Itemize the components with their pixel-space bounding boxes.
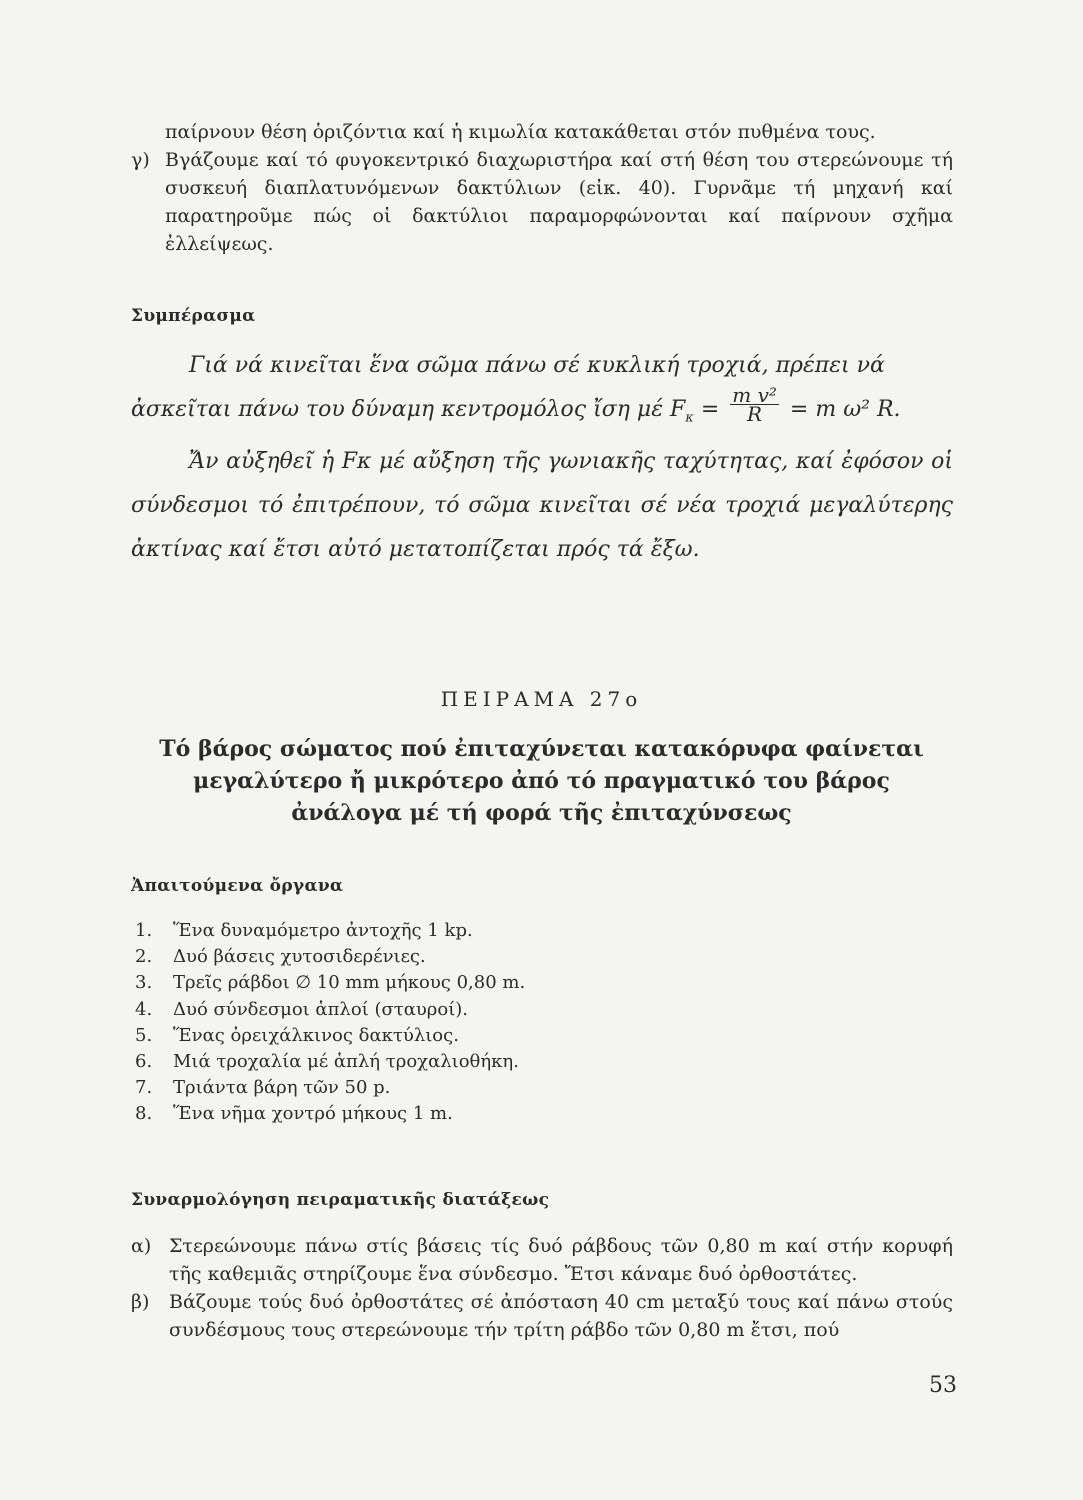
step-b [131,1288,953,1344]
conclusion-line-2 [131,382,953,440]
list-item: 4. Δυό σύνδεσμοι ἁπλοί (σταυροί). [135,998,469,1020]
page-number: 53 [929,1373,957,1398]
fraction-numerator: m v² [732,382,777,407]
item-gamma-text: Βγάζουμε καί τό φυγοκεντρικό διαχωριστήρα καί στή θέση του στερεώνουμε τή συσκευή διαπλατυνόμενων δακτύλιων (εἰκ. 40). Γυρνᾶμε τή μηχανή καί παρατηροῦμε πώς οἱ δακτύλιοι παραμορφώνονται καί παίρνουν σχῆμα ἐλλείψεως. [165,149,953,255]
list-item: 2. Δυό βάσεις χυτοσιδερένιες. [135,946,426,968]
step-a-text: Στερεώνουμε πάνω στίς βάσεις τίς δυό ράβδους τῶν 0,80 m καί στήν κορυφή τῆς καθεμιᾶς στηρίζουμε ἕνα σύνδεσμο. Ἔτσι κάναμε δυό ὀρθοστάτες. [169,1235,953,1285]
force-symbol: F [670,397,686,422]
subtitle-line-3: ἀνάλογα μέ τή φορά τῆς ἐπιταχύνσεως [291,800,792,826]
assembly-heading: Συναρμολόγηση πειραματικῆς διατάξεως [131,1190,550,1210]
list-item: 6. Μιά τροχαλία μέ ἁπλή τροχαλιοθήκη. [135,1051,519,1073]
conclusion-line-1: Γιά νά κινεῖται ἕνα σῶμα πάνω σέ κυκλική τροχιά, πρέπει νά [189,353,885,378]
list-item: 7. Τριάντα βάρη τῶν 50 p. [135,1077,391,1099]
list-item: 1. Ἕνα δυναμόμετρο ἀντοχῆς 1 kp. [135,920,473,941]
experiment-title: ΠΕΙΡΑΜΑ 27ο [440,687,643,711]
equipment-heading: Ἀπαιτούμενα ὄργανα [131,876,344,896]
intro-text [131,118,953,258]
item-gamma-label: γ) [131,149,150,171]
conclusion-paragraph-2: Ἄν αὐξηθεῖ ἡ Fκ μέ αὔξηση τῆς γωνιακῆς ταχύτητας, καί ἐφόσον οἱ σύνδεσμοι τό ἐπιτρέπουν, τό σῶμα κινεῖται σέ νέα τροχιά μεγαλύτερης ἀκτίνας καί ἔτσι αὐτό μετατοπίζεται πρός τά ἔξω. [131,449,953,563]
equals-sign: = [700,397,720,422]
step-a [131,1232,953,1288]
conclusion-body [131,344,953,572]
step-b-text: Βάζουμε τούς δυό ὀρθοστάτες σέ ἀπόσταση 40 cm μεταξύ τους καί πάνω στούς συνδέσμους τους στερεώνουμε τήν τρίτη ράβδο τῶν 0,80 m ἔτσι, πού [169,1291,953,1341]
list-item: 8. Ἕνα νῆμα χοντρό μήκους 1 m. [135,1103,453,1125]
list-item: 3. Τρεῖς ράβδοι ∅ 10 mm μήκους 0,80 m. [135,972,526,994]
fraction [730,382,779,426]
subtitle-line-1: Τό βάρος σώματος πού ἐπιταχύνεται κατακόρυφα φαίνεται [159,736,924,762]
assembly-steps [131,1232,953,1344]
step-a-label: α) [131,1235,152,1257]
subtitle-line-2: μεγαλύτερο ἤ μικρότερο ἀπό τό πραγματικό του βάρος [193,768,890,794]
item-gamma [131,146,953,258]
conclusion-line-2-text: ἀσκεῖται πάνω του δύναμη κεντρομόλος ἴση μέ [131,397,664,422]
step-b-label: β) [131,1291,150,1313]
force-subscript: κ [685,410,694,426]
list-item: 5. Ἕνας ὀρειχάλκινος δακτύλιος. [135,1024,459,1046]
continuation-line: παίρνουν θέση ὁριζόντια καί ἡ κιμωλία κατακάθεται στόν πυθμένα τους. [165,121,876,143]
formula-tail: = m ω² R. [789,397,901,422]
equipment-list [131,918,525,1128]
experiment-subtitle [100,733,983,829]
conclusion-heading: Συμπέρασμα [131,306,256,326]
fraction-denominator: R [747,401,763,426]
